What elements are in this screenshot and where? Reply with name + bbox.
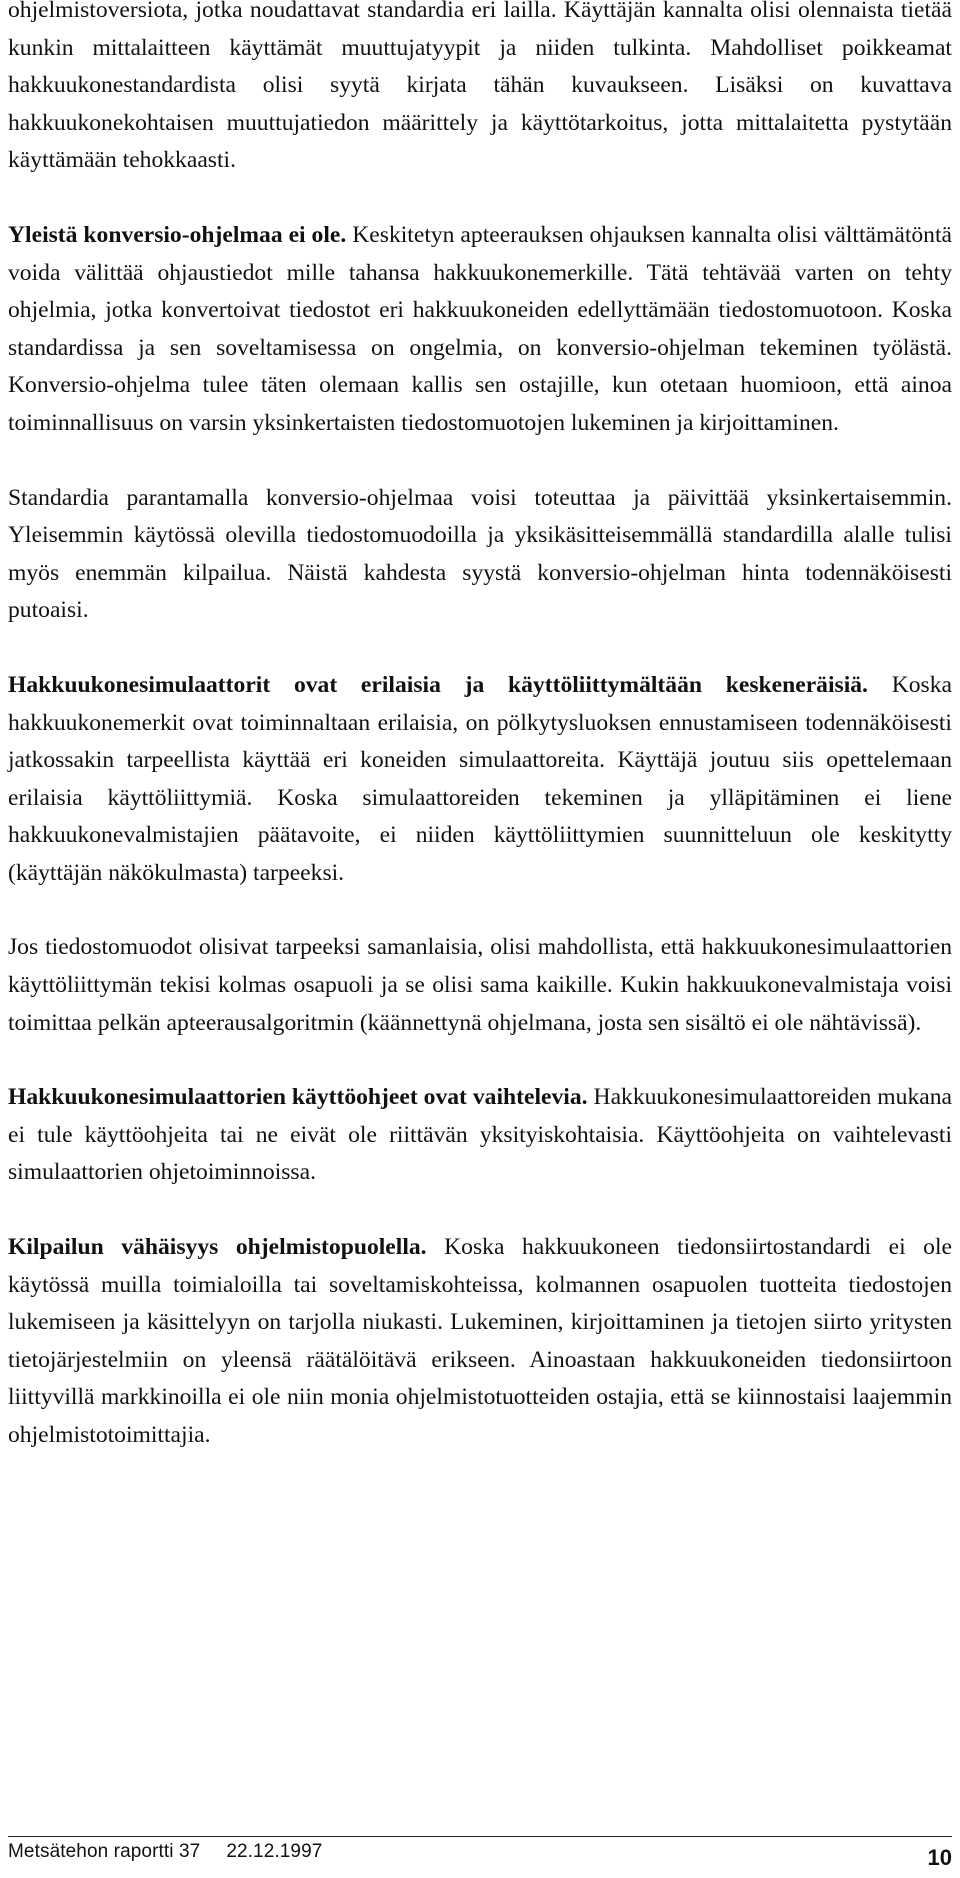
paragraph-2	[8, 217, 952, 443]
paragraph-4	[8, 667, 952, 893]
footer-info	[8, 1841, 322, 1863]
paragraph-4-lead: Hakkuukonesimulaattorit ovat erilaisia ja käyttöliittymältään keskeneräisiä.	[8, 671, 868, 698]
paragraph-3-text: Standardia parantamalla konversio-ohjelmaa voisi toteuttaa ja päivittää yksinkertaisemmin. Yleisemmin käytössä olevilla tiedostomuodoilla ja yksikäsitteisemmällä standardilla alalle tulisi myös enemmän kilpailua. Näistä kahdesta syystä konversio-ohjelman hinta todennäköisesti putoaisi.	[8, 484, 952, 624]
paragraph-7-lead: Kilpailun vähäisyys ohjelmistopuolella.	[8, 1234, 427, 1261]
page-number: 10	[927, 1845, 952, 1870]
paragraph-1	[8, 0, 952, 180]
page-body	[8, 0, 952, 1455]
page-footer	[8, 1836, 952, 1873]
paragraph-5	[8, 929, 952, 1042]
footer-report-title: Metsätehon raportti 37	[8, 1841, 201, 1862]
paragraph-6-lead: Hakkuukonesimulaattorien käyttöohjeet ovat vaihtelevia.	[8, 1084, 588, 1111]
paragraph-6	[8, 1079, 952, 1192]
paragraph-7	[8, 1229, 952, 1455]
paragraph-4-text: Koska hakkuukonemerkit ovat toiminnaltaan erilaisia, on pölkytysluoksen ennustamiseen todennäköisesti jatkossakin tarpeellista käyttää eri koneiden simulaattoreita. Käyttäjä joutuu siis opettelemaan erilaisia käyttöliittymiä. Koska simulaattoreiden tekeminen ja ylläpitäminen ei liene hakkuukonevalmistajien päätavoite, ei niiden käyttöliittymien suunnitteluun ole keskitytty (käyttäjän näkökulmasta) tarpeeksi.	[8, 671, 952, 886]
paragraph-7-text: Koska hakkuukoneen tiedonsiirtostandardi ei ole käytössä muilla toimialoilla tai soveltamiskohteissa, kolmannen osapuolen tuotteita tiedostojen lukemiseen ja käsittelyyn on tarjolla niukasti. Lukeminen, kirjoittaminen ja tietojen siirto yritysten tietojärjestelmiin on yleensä räätälöitävä erikseen. Ainoastaan hakkuukoneiden tiedonsiirtoon liittyvillä markkinoilla ei ole niin monia ohjelmistotuotteiden ostajia, että se kiinnostaisi laajemmin ohjelmistotoimittajia.	[8, 1234, 952, 1448]
paragraph-2-lead: Yleistä konversio-ohjelmaa ei ole.	[8, 221, 347, 248]
paragraph-3	[8, 480, 952, 630]
paragraph-6-text: Hakkuukonesimulaattoreiden mukana ei tule käyttöohjeita tai ne eivät ole riittävän yksityiskohtaisia. Käyttöohjeita on vaihtelevasti simulaattorien ohjetoiminnoissa.	[8, 1084, 952, 1186]
paragraph-5-text: Jos tiedostomuodot olisivat tarpeeksi samanlaisia, olisi mahdollista, että hakkuukonesimulaattorien käyttöliittymän tekisi kolmas osapuoli ja se olisi sama kaikille. Kukin hakkuukonevalmistaja voisi toimittaa pelkän apteerausalgoritmin (käännettynä ohjelmana, josta sen sisältö ei ole nähtävissä).	[8, 934, 952, 1036]
footer-date: 22.12.1997	[226, 1841, 323, 1862]
paragraph-1-text: ohjelmistoversiota, jotka noudattavat standardia eri lailla. Käyttäjän kannalta olisi olennaista tietää kunkin mittalaitteen käyttämät muuttujatyypit ja niiden tulkinta. Mahdolliset poikkeamat hakkuukonestandardista olisi syytä kirjata tähän kuvaukseen. Lisäksi on kuvattava hakkuukonekohtaisen muuttujatiedon määrittely ja käyttötarkoitus, jotta mittalaitetta pystytään käyttämään tehokkaasti.	[8, 0, 952, 174]
paragraph-2-text: Keskitetyn apteerauksen ohjauksen kannalta olisi välttämätöntä voida välittää ohjaustiedot mille tahansa hakkuukonemerkille. Tätä tehtävää varten on tehty ohjelmia, jotka konvertoivat tiedostot eri hakkuukoneiden edellyttämään tiedostomuotoon. Koska standardissa ja sen soveltamisessa on ongelmia, on konversio-ohjelman tekeminen työlästä. Konversio-ohjelma tulee täten olemaan kallis sen ostajille, kun otetaan huomioon, että ainoa toiminnallisuus on varsin yksinkertaisten tiedostomuotojen lukeminen ja kirjoittaminen.	[8, 221, 953, 436]
